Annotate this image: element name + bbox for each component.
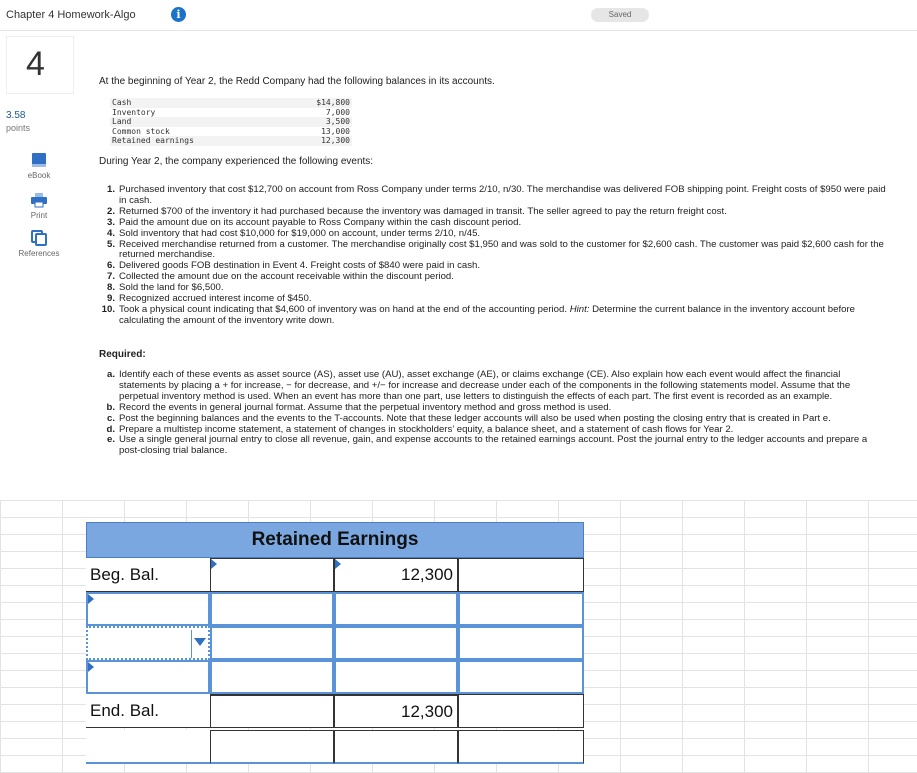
ebook-icon [30,152,48,168]
events-list [99,185,889,327]
top-bar [0,0,917,31]
event-number: 9. [106,293,115,305]
requirement-text: Use a single general journal entry to close all revenue, gain, and expense accounts to the retained earnings account. Post the journal entry to the ledger accounts and prepare a post-closing trial balance. [119,434,868,457]
balance-account: Cash [112,98,132,107]
t-account-row-ending [86,694,584,728]
beginning-balances-table [110,98,352,146]
event-text: Returned $700 of the inventory it had purchased because the inventory was damaged in transit. The seller agreed to pay the return freight cost. [119,205,727,217]
balance-amount: 3,500 [325,117,350,126]
points-value: 3.58 [6,110,26,121]
points-label: points [6,123,31,133]
event-number: 4. [106,227,115,239]
balance-amount: $14,800 [316,98,350,107]
question-number: 4 [26,45,45,83]
balance-amount: 13,000 [321,126,350,136]
debit-cell[interactable] [210,558,334,592]
requirement-letter: d. [106,423,115,435]
events-intro: During Year 2, the company experienced the following events: [99,156,374,167]
extra-input[interactable] [458,626,584,660]
print-icon [30,192,48,208]
requirement-text: Identify each of these events as asset source (AS), asset use (AU), asset exchange (AE), or claims exchange (CE). Also explain how each event would affect the financial statements by placing a + for increase, − for decrease, and +/− for increase and decrease under each of the components in the following statements model. Assume that the perpetual inventory method is used. When an event has more than one part, use letters to distinguish the effects of each part. The first event is recorded as an example. [119,369,851,402]
cell-marker [335,559,341,569]
trailing-extra-cell [458,730,584,764]
cell-marker [88,662,94,672]
print-button[interactable] [6,192,72,220]
requirement-text: Prepare a multistep income statement, a statement of changes in stockholders’ equity, a balance sheet, and a statement of cash flows for Year 2. [119,423,734,435]
balance-account: Common stock [112,126,170,136]
event-text: Sold inventory that had cost $10,000 for $19,000 on account, under terms 2/10, n/45. [119,227,481,239]
trailing-debit-cell [210,730,334,764]
event-item [99,229,889,240]
credit-input[interactable] [334,660,458,694]
event-text: Received merchandise returned from a customer. The merchandise originally cost $1,950 and was sold to the customer for $2,600 cash. The customer was paid $2,600 cash for the returned merchandise. [119,238,884,261]
saved-badge: Saved [591,8,649,22]
chapter-title: Chapter 4 Homework-Algo [6,9,136,21]
references-button[interactable] [6,230,72,258]
event-number: 3. [106,216,115,228]
extra-cell [458,558,584,592]
dropdown-divider [191,630,192,658]
event-text-part: Took a physical count indicating that $4,600 of inventory was on hand at the end of the accounting period. [119,303,570,315]
event-text-part: Determine the current balance in the inventory account before calculating the amount of the inventory write down. [119,303,856,326]
credit-input[interactable] [334,626,458,660]
balance-row [110,127,352,137]
balance-amount: 12,300 [321,136,350,145]
credit-input[interactable] [334,592,458,626]
event-number: 2. [106,205,115,217]
event-text: Delivered goods FOB destination in Event 4. Freight costs of $840 were paid in cash. [119,260,481,272]
beginning-balance-label: Beg. Bal. [86,558,210,592]
t-account-row-entry [86,660,584,694]
requirement-text: Post the beginning balances and the events to the T-accounts. Note that these ledger accounts will also be used when posting the closing entry that is created in Part e. [119,412,831,424]
requirement-letter: e. [106,434,115,446]
extra-cell [458,694,584,728]
balance-row [110,98,352,108]
question-intro: At the beginning of Year 2, the Redd Company had the following balances in its accounts. [99,76,495,87]
entry-label-input[interactable] [86,592,210,626]
chevron-down-icon[interactable] [194,638,206,646]
requirement-letter: c. [106,412,115,424]
balance-amount: 7,000 [325,107,350,117]
event-item [99,218,889,229]
requirement-text: Record the events in general journal format. Assume that the perpetual inventory method and gross method is used. [119,401,612,413]
t-account-row-beginning [86,558,584,592]
references-icon [30,230,48,246]
balance-row [110,136,352,146]
extra-input[interactable] [458,592,584,626]
required-label: Required: [99,349,146,360]
ending-balance-label: End. Bal. [86,694,210,728]
event-number: 8. [106,282,115,294]
event-number: 1. [106,184,115,195]
extra-input[interactable] [458,660,584,694]
t-account-title: Retained Earnings [86,522,584,558]
requirements-list [99,370,889,457]
event-text: Sold the land for $6,500. [119,282,224,294]
event-text: Recognized accrued interest income of $450. [119,293,312,305]
info-icon[interactable]: i [171,7,186,22]
t-account-retained-earnings [86,522,584,770]
entry-label-input[interactable] [86,660,210,694]
event-number: 5. [106,238,115,250]
hint-label: Hint: [569,303,590,315]
cell-marker [88,594,94,604]
ebook-label: eBook [27,171,51,180]
ebook-button[interactable] [6,152,72,180]
event-text: Purchased inventory that cost $12,700 on account from Ross Company under terms 2/10, n/30. The merchandise was delivered FOB shipping point. Freight costs of $950 were paid in cash. [119,184,886,206]
credit-cell[interactable] [334,558,458,592]
beginning-balance-amount: 12,300 [401,565,453,584]
balance-account: Land [112,117,132,126]
event-text [119,305,889,327]
event-text: Paid the amount due on its account payable to Ross Company within the cash discount period. [119,216,522,228]
requirement-item [99,435,889,457]
debit-input[interactable] [210,592,334,626]
event-number: 7. [106,271,115,283]
event-item [99,305,889,327]
balance-row [110,117,352,127]
requirement-item [99,403,889,414]
debit-input[interactable] [210,626,334,660]
balance-account: Retained earnings [112,136,194,145]
entry-label-dropdown[interactable] [86,626,210,660]
trailing-label-cell [86,730,210,764]
cell-marker [211,559,217,569]
requirement-letter: b. [106,401,115,413]
event-number: 6. [106,260,115,272]
t-account-row-entry [86,626,584,660]
requirement-item [99,414,889,425]
event-item [99,185,889,207]
event-text: Collected the amount due on the account receivable within the discount period. [119,271,454,283]
t-account-row-entry [86,592,584,626]
t-account-row-trailing [86,730,584,764]
ending-balance-amount: 12,300 [401,702,453,721]
balance-account: Inventory [112,107,156,117]
requirement-letter: a. [106,369,115,380]
event-number: 10. [101,303,115,315]
event-item [99,240,889,262]
debit-input[interactable] [210,660,334,694]
debit-cell [210,694,334,728]
print-label: Print [30,211,48,220]
credit-cell [334,694,458,728]
trailing-credit-cell [334,730,458,764]
balance-row [110,108,352,118]
requirement-item [99,370,889,403]
references-label: References [18,249,60,258]
